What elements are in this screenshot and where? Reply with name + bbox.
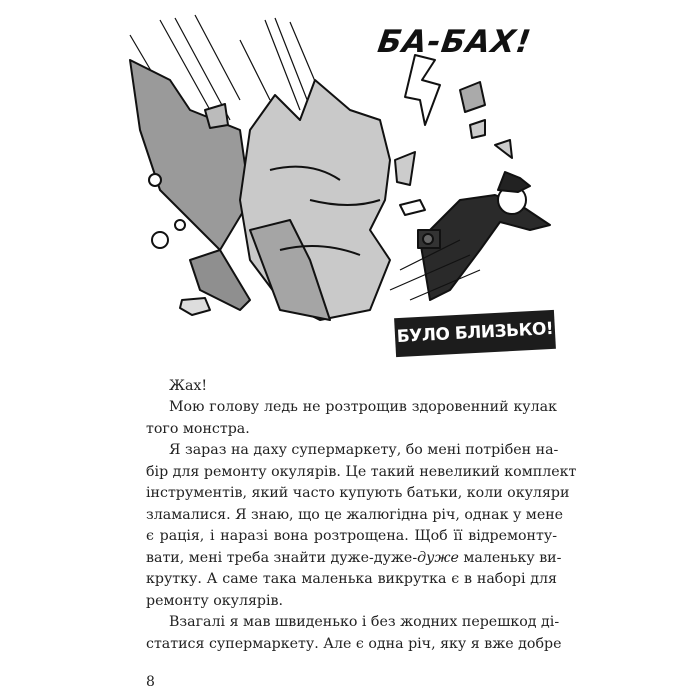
text-line: Взагалі я мав швиденько і без жодних перешкод ді-: [169, 614, 560, 630]
page-number: 8: [146, 674, 155, 690]
text-line: [146, 548, 562, 568]
text-line: ремонту окулярів.: [146, 592, 284, 609]
text-line: того монстра.: [146, 420, 250, 437]
text-line: є рація, і наразі вона розтрощена. Щоб її відремонту-: [146, 528, 557, 544]
text-line: інструментів, який часто купують батьки, коли окуляри: [146, 485, 570, 501]
sound-effect-text: БА-БАХ!: [375, 24, 534, 60]
text-line: зламалися. Я знаю, що це жалюгідна річ, однак у мене: [146, 506, 564, 523]
illustration-caption: БУЛО БЛИЗЬКО!: [394, 310, 556, 357]
text-line: Жах!: [169, 378, 208, 394]
emphasized-word: дуже: [417, 549, 459, 566]
rubble-slab: [130, 60, 250, 250]
text-line: крутку. А саме така маленька викрутка є в наборі для: [146, 571, 557, 587]
text-line: бір для ремонту окулярів. Це такий невеликий комплект: [146, 463, 577, 480]
lightning-bolt: [405, 55, 440, 125]
text-segment: вати, мені треба знайти дуже-дуже-: [146, 549, 418, 566]
running-boy: [400, 172, 550, 300]
text-line: статися супермаркету. Але є одна річ, яку я вже добре: [146, 635, 562, 652]
text-line: Мою голову ледь не розтрощив здоровенний кулак: [169, 399, 557, 415]
text-segment: маленьку ви-: [458, 549, 562, 566]
text-line: Я зараз на даху супермаркету, бо мені потрібен на-: [169, 442, 559, 458]
